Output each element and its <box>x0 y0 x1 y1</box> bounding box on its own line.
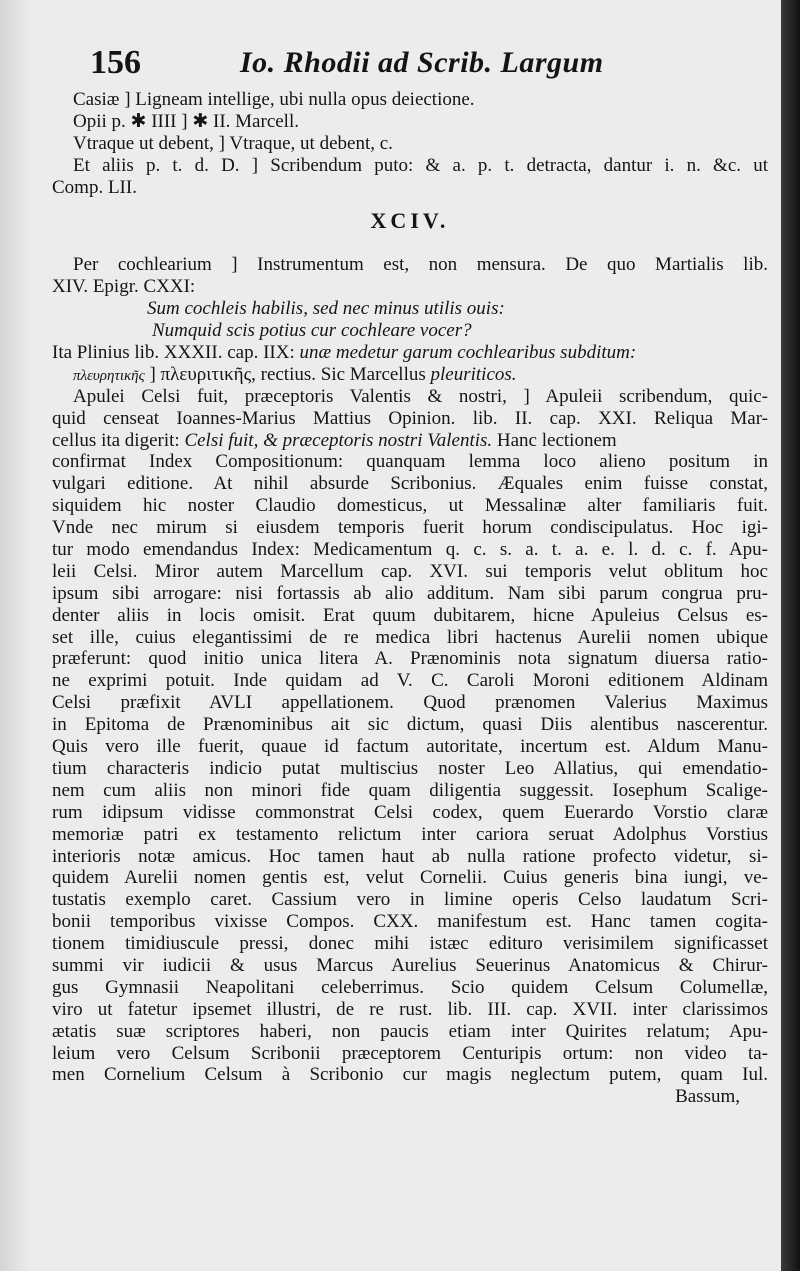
text-span: cellus ita digerit: <box>52 429 185 451</box>
text-span: ] πλευριτικῆς, rectius. Sic Marcellus <box>144 363 431 385</box>
text-line: præferunt: quod initio unica litera A. Prænominis nota signatum diuersa ratio- <box>52 648 768 670</box>
text-span: unæ medetur garum cochlearibus subditum: <box>299 342 637 364</box>
page-number: 156 <box>90 44 141 81</box>
text-line: Apulei Celsi fuit, præceptoris Valentis & nostri, ] Apuleii scribendum, quic- <box>73 385 768 407</box>
text-line: nem cum aliis non minori fide quam diligentia suggessit. Iosephum Scalige- <box>52 779 768 801</box>
text-line: interioris notæ amicus. Hoc tamen haut ab nulla ratione profecto videtur, si- <box>52 845 768 867</box>
text-line: Opii p. ✱ IIII ] ✱ II. Marcell. <box>73 110 299 132</box>
text-line: set ille, cuius elegantissimi de re medica libri hactenus Aurelii nomen ubique <box>52 626 768 648</box>
text-line: Et aliis p. t. d. D. ] Scribendum puto: & a. p. t. detracta, dantur i. n. &c. ut <box>73 154 768 176</box>
text-line: in Epitoma de Prænominibus ait sic dictum, quasi Diis alentibus nascerentur. <box>52 714 768 736</box>
text-line: rum idipsum vidisse commonstrat Celsi codex, quem Euerardo Vorstio claræ <box>52 801 768 823</box>
page-edge-shadow <box>781 0 800 1271</box>
text-span: Hanc lectionem <box>492 429 617 451</box>
text-line: confirmat Index Compositionum: quanquam lemma loco alieno positum in <box>52 451 768 473</box>
text-line: Celsi præfixit AVLI appellationem. Quod prænomen Valerius Maximus <box>52 692 768 714</box>
text-span: pleuriticos. <box>430 363 517 385</box>
text-line: vulgari editione. At nihil absurde Scribonius. Æquales enim fuisse constat, <box>52 473 768 495</box>
text-line: ne exprimi potuit. Inde quidam ad V. C. Caroli Moroni editionem Aldinam <box>52 670 768 692</box>
text-line: Vnde nec mirum si eiusdem temporis fuerit horum condiscipulatus. Hoc igi- <box>52 517 768 539</box>
text-line: siquidem hic noster Claudio domesticus, ut Messalinæ alter familiaris fuit. <box>52 495 768 517</box>
verse-line: Numquid scis potius cur cochleare vocer? <box>152 320 472 342</box>
text-line: quidem Aurelii nomen gentis est, velut Cornelii. Cuius generis bina iungi, ve- <box>52 867 768 889</box>
text-line: tustatis exemplo caret. Cassium vero in limine operis Celso laudatum Scri- <box>52 889 768 911</box>
text-line: leium vero Celsum Scribonii præceptorem Centuripis ortum: non video ta- <box>52 1042 768 1064</box>
text-line: denter aliis in locis omisit. Erat quum dubitarem, hicne Apuleius Celsus es- <box>52 604 768 626</box>
text-line: gus Gymnasii Neapolitani celeberrimus. Scio quidem Celsum Columellæ, <box>52 976 768 998</box>
text-line: memoriæ patri ex testamento relictum inter cariora seruat Adolphus Vorstius <box>52 823 768 845</box>
text-line: Vtraque ut debent, ] Vtraque, ut debent, c. <box>73 132 393 154</box>
text-span: Celsi fuit, & præceptoris nostri Valentis. <box>184 429 493 451</box>
verse-line: Sum cochleis habilis, sed nec minus utilis ouis: <box>147 298 505 320</box>
greek-word: πλευρητικῆς <box>73 367 145 384</box>
text-line: men Cornelium Celsum à Scribonio cur magis neglectum putem, quam Iul. <box>52 1064 768 1086</box>
body-text <box>52 89 768 1108</box>
text-line: XIV. Epigr. CXXI: <box>52 276 196 298</box>
text-line <box>52 430 768 452</box>
section-gap <box>52 238 768 254</box>
text-line: viro ut fatetur ipsemet illustri, de re rust. lib. III. cap. XVII. inter clarissimos <box>52 998 768 1020</box>
text-line <box>52 342 768 364</box>
text-line: tium characteris indicio putat multiscius noster Leo Allatius, qui emendatio- <box>52 757 768 779</box>
text-line: Per cochlearium ] Instrumentum est, non mensura. De quo Martialis lib. <box>73 254 768 276</box>
text-line: summi vir iudicii & usus Marcus Aurelius Seuerinus Anatomicus & Chirur- <box>52 954 768 976</box>
text-span: Ita Plinius lib. XXXII. cap. IIX: <box>52 342 300 364</box>
page-header <box>90 44 710 92</box>
text-line: Comp. LII. <box>52 176 137 198</box>
text-line: bonii temporibus vixisse Compos. CXX. manifestum est. Hanc tamen cogita- <box>52 911 768 933</box>
text-line: ætatis suæ scriptores haberi, non paucis etiam inter Quirites relatum; Apu- <box>52 1020 768 1042</box>
catchword: Bassum, <box>675 1086 740 1108</box>
text-line: tionem timidiuscule pressi, donec mihi istæc edituro verisimilem significasset <box>52 933 768 955</box>
text-line: Quis vero ille fuerit, quaue id factum autoritate, incertum est. Aldum Manu- <box>52 736 768 758</box>
section-heading: XCIV. <box>370 208 450 234</box>
running-head: Io. Rhodii ad Scrib. Largum <box>240 46 604 79</box>
text-line: tur modo emendandus Index: Medicamentum q. c. s. a. t. a. e. l. d. c. f. Apu- <box>52 539 768 561</box>
text-line: quid censeat Ioannes-Marius Mattius Opinion. lib. II. cap. XXI. Reliqua Mar- <box>52 407 768 429</box>
text-line <box>52 364 768 386</box>
text-line: leii Celsi. Miror autem Marcellum cap. XVI. sui temporis velut oblitum hoc <box>52 560 768 582</box>
text-line: Casiæ ] Ligneam intellige, ubi nulla opus deiectione. <box>73 89 475 110</box>
text-line: ipsum sibi arrogare: nisi fortassis ab alio additum. Nam sibi parum congrua pru- <box>52 582 768 604</box>
